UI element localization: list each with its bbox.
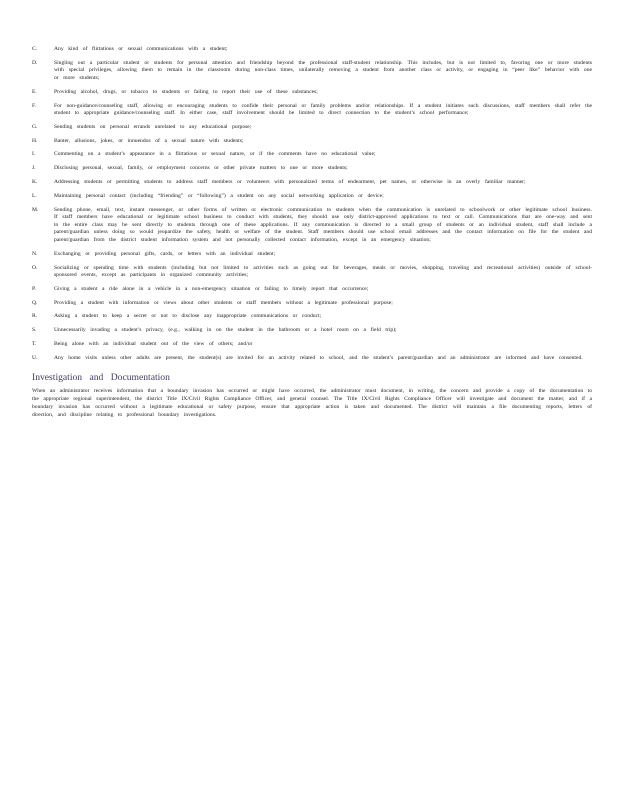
section-paragraph: When an administrator receives information that a boundary invasion has occurred or might have occurred, the administrator must document, in writing, the concern and provide a copy of the documentation to the appropriate regional superintendent, the district Title IX/Civil Rights Compliance Officer, and general counsel. The Title IX/Civil Rights Compliance Officer will investigate and document the matter, and if a boundary invasion has occurred without a legitimate educational or safety purpose, ensure that appropriate action is taken and documented. The district will maintain a file documenting reports, letters of direction, and discipline relating to professional boundary investigations.	[32, 388, 592, 418]
list-letter: J.	[32, 165, 36, 172]
list-text: Commenting on a student’s appearance in a flirtatious or sexual nature, or if the comments have no educational value;	[54, 151, 376, 158]
list-letter: Q.	[32, 299, 38, 306]
list-item	[32, 286, 592, 294]
list-text: Any home visits unless other adults are present, the student(s) are invited for an activity related to school, and the student’s parent/guardian and an administrator are informed and have consented.	[54, 354, 583, 361]
list-text: Banter, allusions, jokes, or innuendos of a sexual nature with students;	[54, 137, 244, 144]
list-item	[32, 313, 592, 321]
list-item	[32, 124, 592, 132]
list-item	[32, 265, 592, 280]
list-text: Disclosing personal, sexual, family, or employment concerns or other private matters to one or more students;	[54, 165, 348, 172]
list-item	[32, 179, 592, 187]
list-letter: U.	[32, 354, 38, 361]
list-item	[32, 151, 592, 159]
list-letter: T.	[32, 341, 37, 348]
list-letter: D.	[32, 59, 38, 66]
list-item	[32, 89, 592, 97]
list-letter: O.	[32, 264, 38, 271]
section-heading: Investigation and Documentation	[32, 372, 170, 384]
document-page	[32, 46, 592, 419]
list-item	[32, 327, 592, 335]
list-letter: M.	[32, 206, 39, 213]
list-item	[32, 165, 592, 173]
list-item	[32, 46, 592, 54]
list-letter: I.	[32, 151, 36, 158]
list-item	[32, 341, 592, 349]
list-text: Singling out a particular student or students for personal attention and friendship beyond the professional staff-student relationship. This includes, but is not limited to, favoring one or more students with special privileges, allowing them to remain in the classroom during non-class times, unilaterally removing a student from another class or activity, or engaging in “peer like” behavior with one or more students;	[54, 59, 592, 81]
list-text: Sending phone, email, text, instant messenger, or other forms of written or electronic communication to students when the communication is unrelated to schoolwork or other legitimate school business. If staff members have educational or legitimate school business to conduct with students, they should use only district-approved applications to text or call. Communications that are one-way and sent to the entire class may be sent directly to students through one of these applications. If any communication is directed to a small group of students or an individual student, staff shall include a parent/guardian unless doing so would jeopardize the safety, health or welfare of the student. Staff members should use school email addresses and the contact information on file for the student and parent/guardian from the district student information system and not personally collected contact information, except in an emergency situation;	[54, 206, 592, 243]
list-text: Being alone with an individual student out of the view of others; and/or	[54, 341, 253, 348]
list-letter: E.	[32, 88, 37, 95]
list-letter: P.	[32, 285, 36, 292]
list-text: Exchanging or providing personal gifts, cards, or letters with an individual student;	[54, 250, 276, 257]
list-text: Asking a student to keep a secret or not to disclose any inappropriate communications or conduct;	[54, 313, 322, 320]
list-letter: C.	[32, 46, 38, 52]
list-letter: G.	[32, 123, 38, 130]
list-item	[32, 251, 592, 259]
list-item	[32, 355, 592, 363]
list-text: Unnecessarily invading a student’s privacy, (e.g., walking in on the student in the bathroom or a hotel room on a field trip);	[54, 327, 397, 334]
list-letter: L.	[32, 192, 37, 199]
list-letter: S.	[32, 327, 37, 334]
list-text: Giving a student a ride alone in a vehicle in a non-emergency situation or failing to timely report that occurrence;	[54, 285, 369, 292]
list-letter: F.	[32, 102, 37, 109]
prohibited-conduct-list	[32, 46, 592, 362]
list-letter: R.	[32, 313, 38, 320]
list-text: Any kind of flirtatious or sexual communications with a student;	[54, 46, 228, 52]
list-item	[32, 300, 592, 308]
list-text: Socializing or spending time with students (including but not limited to activities such as going out for beverages, meals or movies, shopping, traveling and recreational activities) outside of school-sponsored events, except as participants in organized community activities;	[54, 264, 592, 279]
list-item	[32, 193, 592, 201]
list-item	[32, 103, 592, 118]
list-item	[32, 138, 592, 146]
list-text: Maintaining personal contact (including “friending” or “following”) a student on any social networking application or device;	[54, 192, 384, 199]
list-text: Providing a student with information or views about other students or staff members without a legitimate professional purpose;	[54, 299, 393, 306]
list-letter: K.	[32, 179, 38, 186]
list-letter: H.	[32, 137, 38, 144]
list-text: For non-guidance/counseling staff, allowing or encouraging students to confide their personal or family problems and/or relationships. If a student initiates such discussions, staff members shall refer the student to appropriate guidance/counseling staff. In either case, staff involvement should be limited to direct connection to the student’s school performance;	[54, 102, 592, 117]
list-letter: N.	[32, 250, 38, 257]
list-item	[32, 207, 592, 245]
list-text: Providing alcohol, drugs, or tobacco to students or failing to report their use of these substances;	[54, 88, 318, 95]
list-text: Sending students on personal errands unrelated to any educational purpose;	[54, 123, 252, 130]
list-text: Addressing students or permitting students to address staff members or volunteers with personalized terms of endearment, pet names, or otherwise in an overly familiar manner;	[54, 179, 526, 186]
list-item	[32, 60, 592, 83]
